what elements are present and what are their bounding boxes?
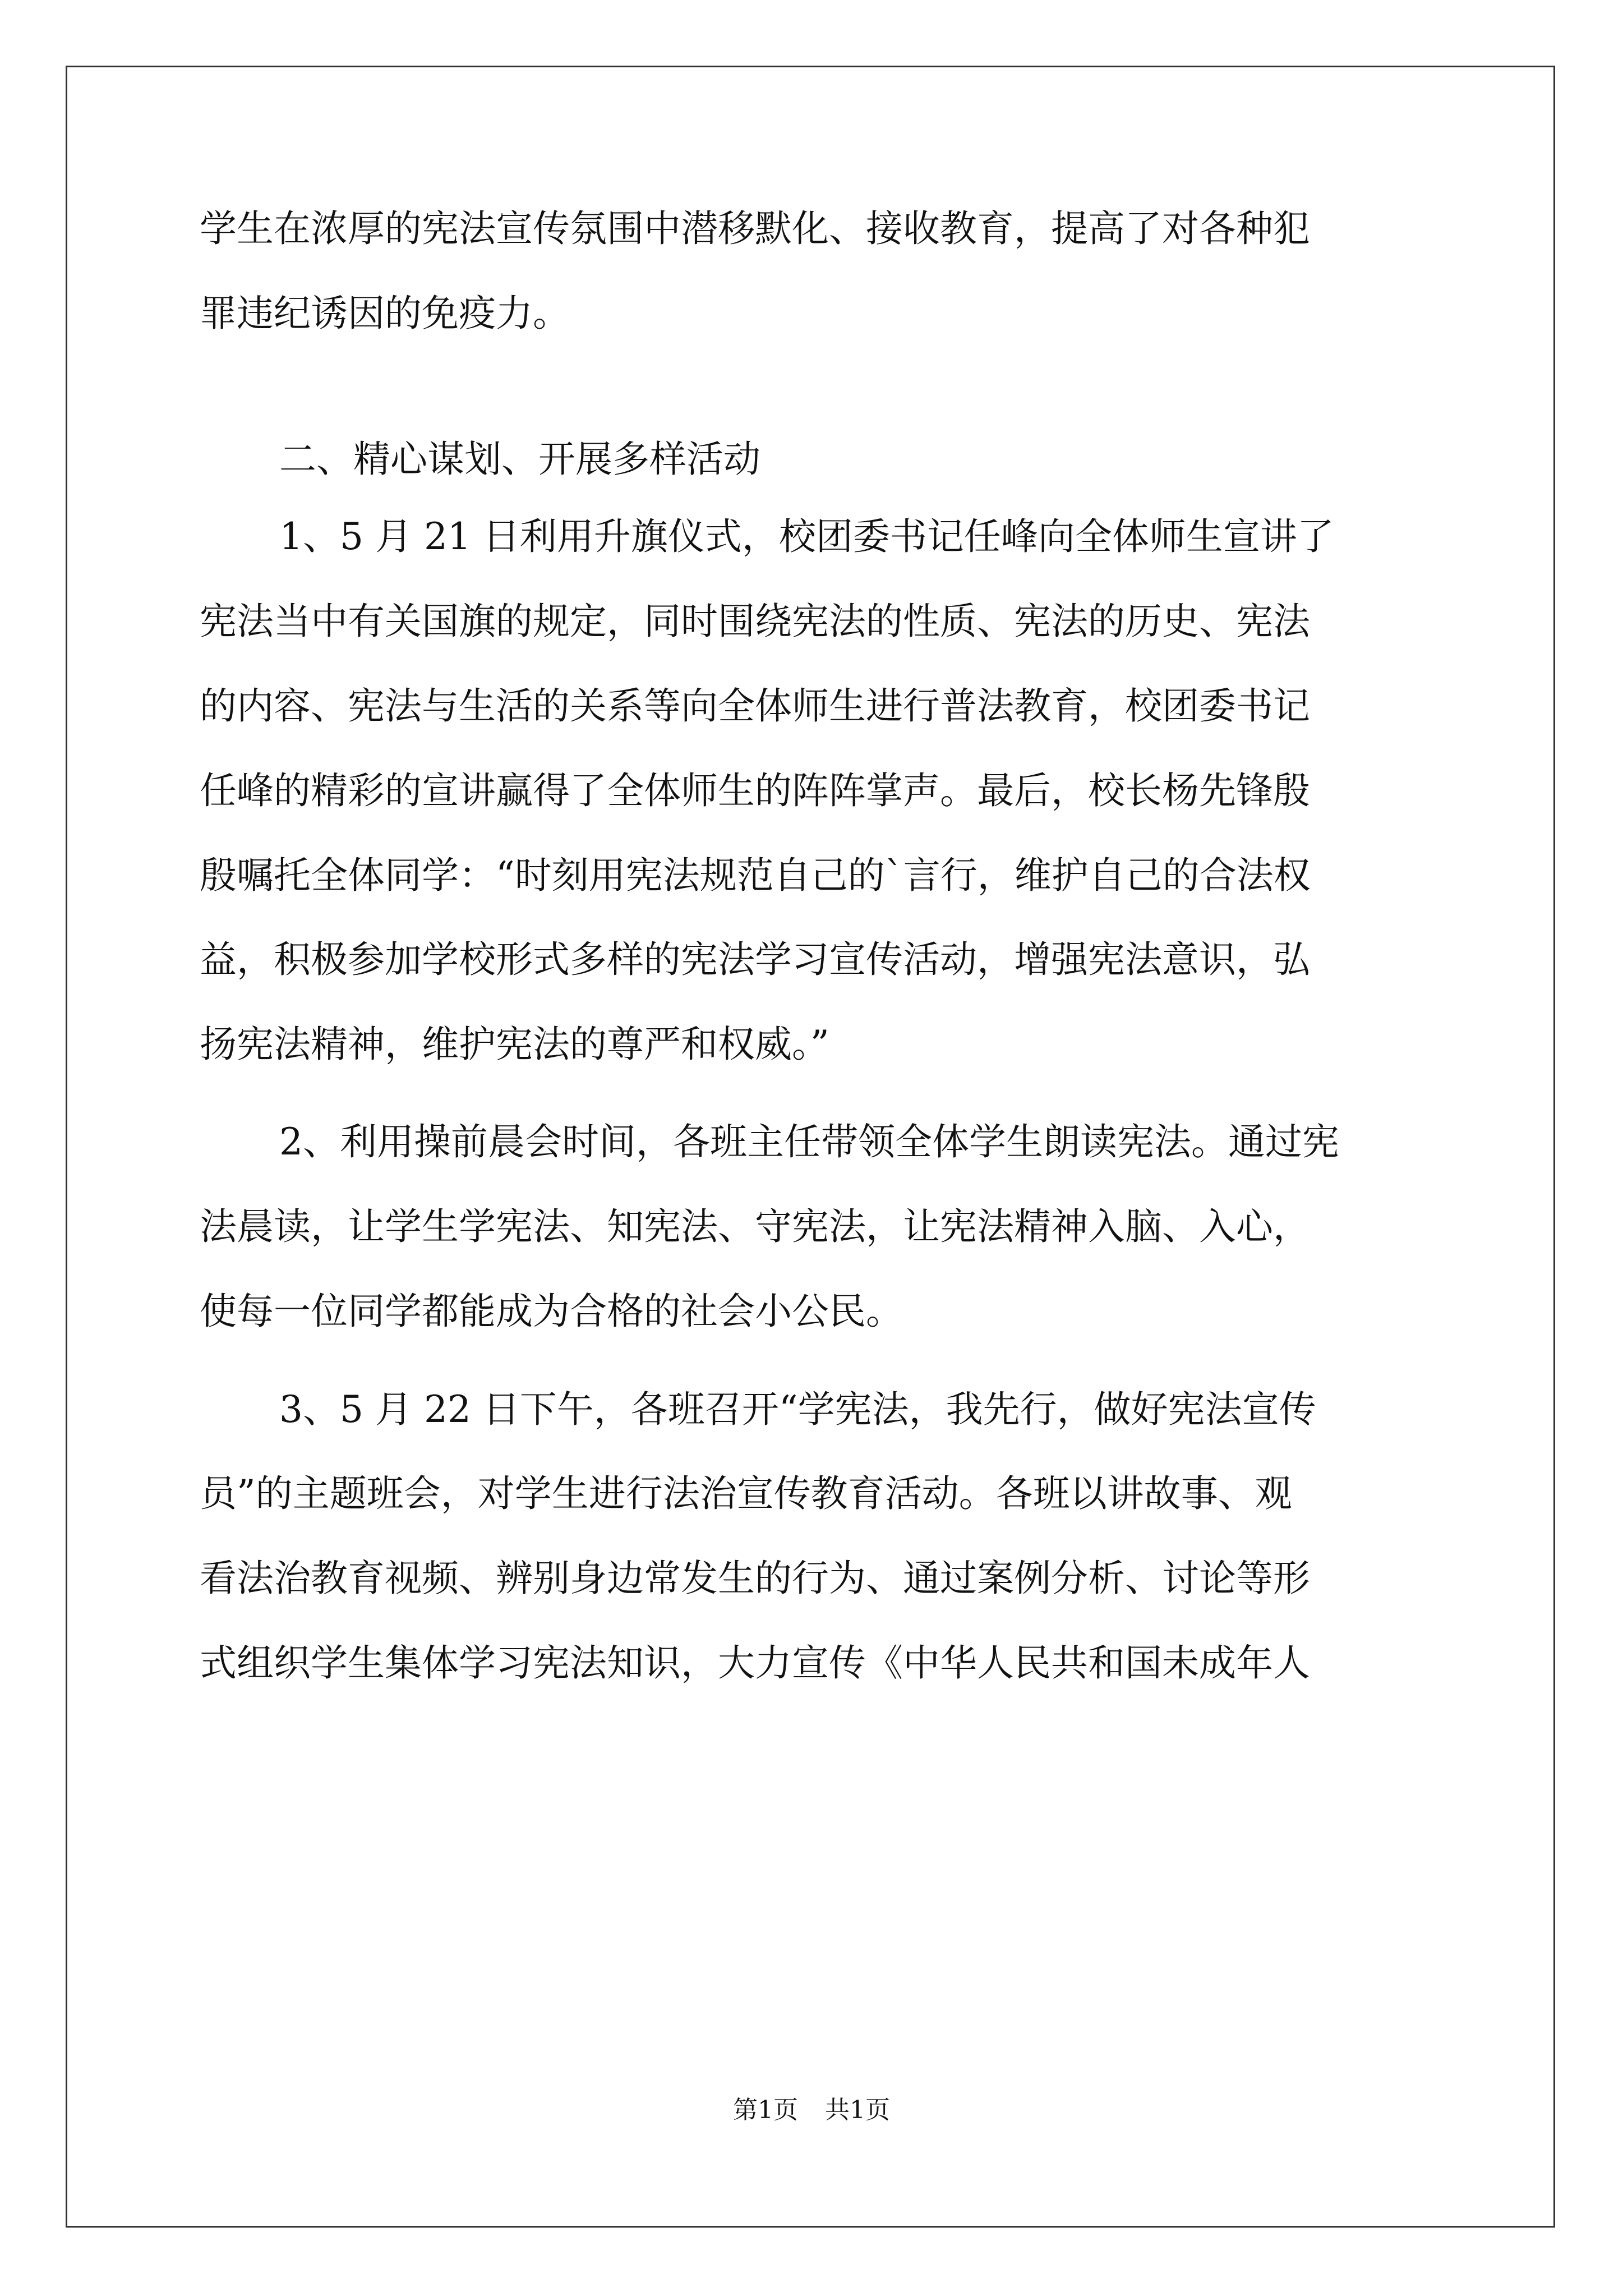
text-line-8: 殷嘱托全体同学：“时刻用宪法规范自己的`言行，维护自己的合法权 <box>200 854 1311 897</box>
text-line-4: 1、5 月 21 日利用升旗仪式，校团委书记任峰向全体师生宣讲了 <box>279 515 1334 558</box>
text-line-14: 3、5 月 22 日下午，各班召开“学宪法，我先行，做好宪法宣传 <box>279 1388 1316 1431</box>
page-total: 共1页 <box>825 2096 890 2124</box>
text-line-15: 员”的主题班会，对学生进行法治宣传教育活动。各班以讲故事、观 <box>200 1472 1292 1515</box>
text-line-16: 看法治教育视频、辨别身边常发生的行为、通过案例分析、讨论等形 <box>200 1557 1310 1600</box>
text-line-9: 益，积极参加学校形式多样的宪法学习宣传活动，增强宪法意识，弘 <box>200 938 1310 981</box>
text-line-6: 的内容、宪法与生活的关系等向全体师生进行普法教育，校团委书记 <box>200 684 1310 728</box>
text-line-11: 2、利用操前晨会时间，各班主任带领全体学生朗读宪法。通过宪 <box>279 1120 1339 1163</box>
page-number: 第1页 <box>733 2096 798 2124</box>
text-line-17: 式组织学生集体学习宪法知识，大力宣传《中华人民共和国未成年人 <box>200 1641 1310 1685</box>
text-line-12: 法晨读，让学生学宪法、知宪法、守宪法，让宪法精神入脑、入心， <box>200 1205 1310 1248</box>
text-line-7: 任峰的精彩的宣讲赢得了全体师生的阵阵掌声。最后，校长杨先锋殷 <box>200 769 1310 812</box>
text-line-10: 扬宪法精神，维护宪法的尊严和权威。” <box>200 1023 829 1066</box>
text-line-13: 使每一位同学都能成为合格的社会小公民。 <box>200 1290 903 1333</box>
text-line-1: 学生在浓厚的宪法宣传氛围中潜移默化、接收教育，提高了对各种犯 <box>200 207 1310 250</box>
text-line-5: 宪法当中有关国旗的规定，同时围绕宪法的性质、宪法的历史、宪法 <box>200 600 1310 643</box>
section-heading: 二、精心谋划、开展多样活动 <box>279 438 760 481</box>
page-footer <box>0 2098 1623 2123</box>
text-line-2: 罪违纪诱因的免疫力。 <box>200 292 570 335</box>
